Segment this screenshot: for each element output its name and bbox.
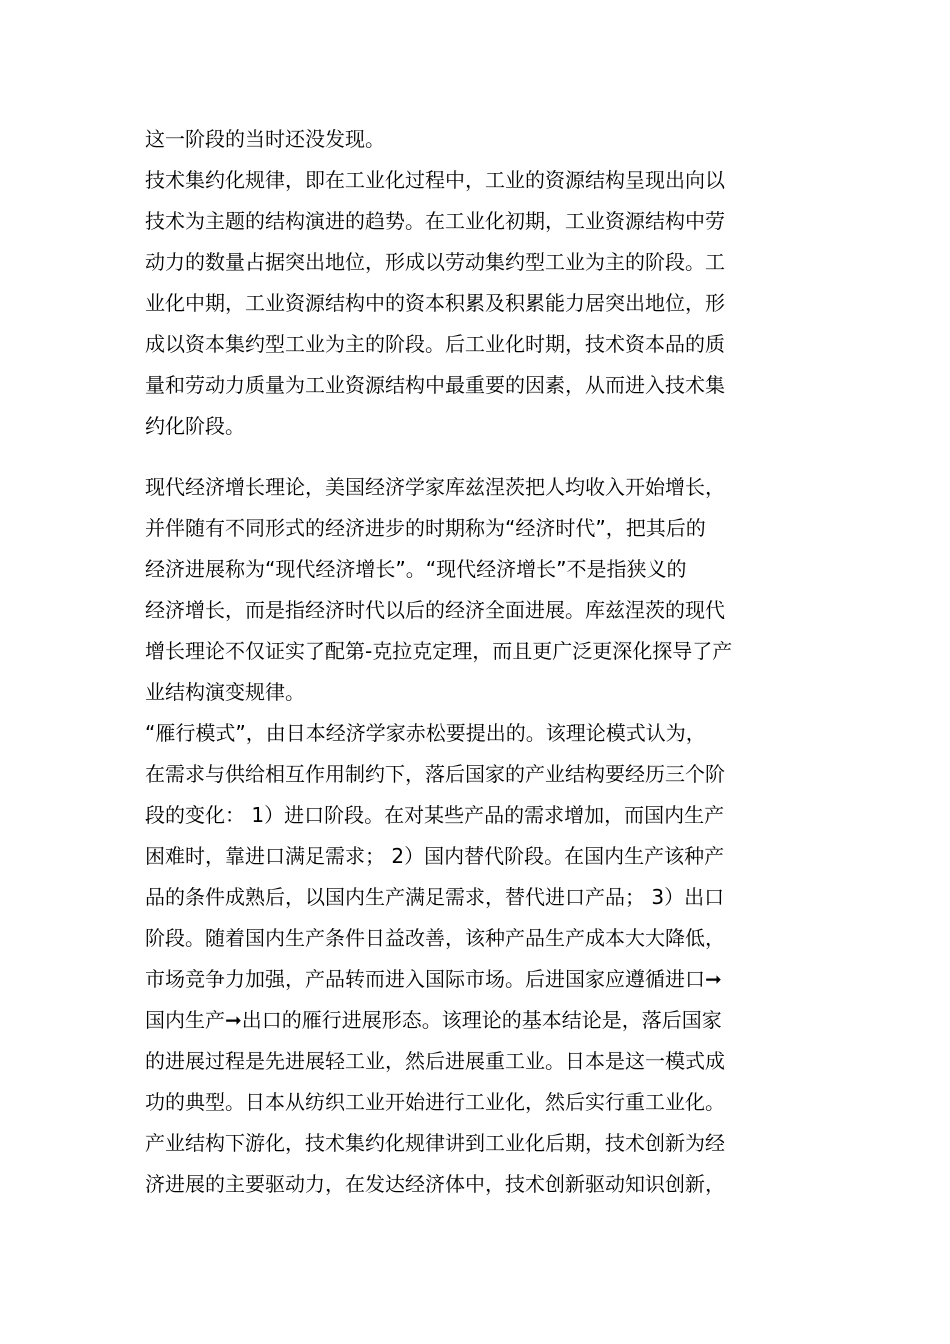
text-line: 阶段。随着国内生产条件日益改善，该种产品生产成本大大降低，	[145, 926, 725, 950]
text-line: 济进展的主要驱动力，在发达经济体中，技术创新驱动知识创新，	[145, 1172, 725, 1196]
text-line: 经济增长，而是指经济时代以后的经济全面进展。库兹涅茨的现代	[145, 598, 725, 622]
text-line: 经济进展称为“现代经济增长”。“现代经济增长”不是指狭义的	[145, 557, 687, 581]
text-line: 技术为主题的结构演进的趋势。在工业化初期，工业资源结构中劳	[145, 209, 725, 233]
text-line: 市场竞争力加强，产品转而进入国际市场。后进国家应遵循进口➞	[145, 967, 722, 991]
text-line: 业结构演变规律。	[145, 680, 305, 704]
text-line: 成以资本集约型工业为主的阶段。后工业化时期，技术资本品的质	[145, 332, 725, 356]
paragraph-block-technology-intensification	[145, 119, 815, 447]
text-line: 国内生产➞出口的雁行进展形态。该理论的基本结论是，落后国家	[145, 1008, 722, 1032]
text-line: 的进展过程是先进展轻工业，然后进展重工业。日本是这一模式成	[145, 1049, 725, 1073]
text-line: 在需求与供给相互作用制约下，落后国家的产业结构要经历三个阶	[145, 762, 725, 786]
text-line: 技术集约化规律，即在工业化过程中，工业的资源结构呈现出向以	[145, 168, 725, 192]
text-line: 功的典型。日本从纺织工业开始进行工业化，然后实行重工业化。	[145, 1090, 725, 1114]
text-line: 段的变化： 1）进口阶段。在对某些产品的需求增加，而国内生产	[145, 803, 725, 827]
paragraph-block-modern-growth-theory	[145, 467, 815, 1205]
text-line: 产业结构下游化，技术集约化规律讲到工业化后期，技术创新为经	[145, 1131, 725, 1155]
text-line: 动力的数量占据突出地位，形成以劳动集约型工业为主的阶段。工	[145, 250, 725, 274]
text-line: 困难时，靠进口满足需求； 2）国内替代阶段。在国内生产该种产	[145, 844, 725, 868]
text-line: 这一阶段的当时还没发现。	[145, 127, 385, 151]
text-line: 品的条件成熟后，以国内生产满足需求，替代进口产品； 3）出口	[145, 885, 725, 909]
text-line: 约化阶段。	[145, 414, 245, 438]
text-line: “雁行模式”，由日本经济学家赤松要提出的。该理论模式认为，	[145, 721, 706, 745]
text-line: 现代经济增长理论，美国经济学家库兹涅茨把人均收入开始增长，	[145, 475, 725, 499]
text-line: 量和劳动力质量为工业资源结构中最重要的因素，从而进入技术集	[145, 373, 725, 397]
text-line: 并伴随有不同形式的经济进步的时期称为“经济时代”，把其后的	[145, 516, 706, 540]
text-line: 业化中期，工业资源结构中的资本积累及积累能力居突出地位，形	[145, 291, 725, 315]
text-line: 增长理论不仅证实了配第-克拉克定理，而且更广泛更深化探导了产	[145, 639, 733, 663]
